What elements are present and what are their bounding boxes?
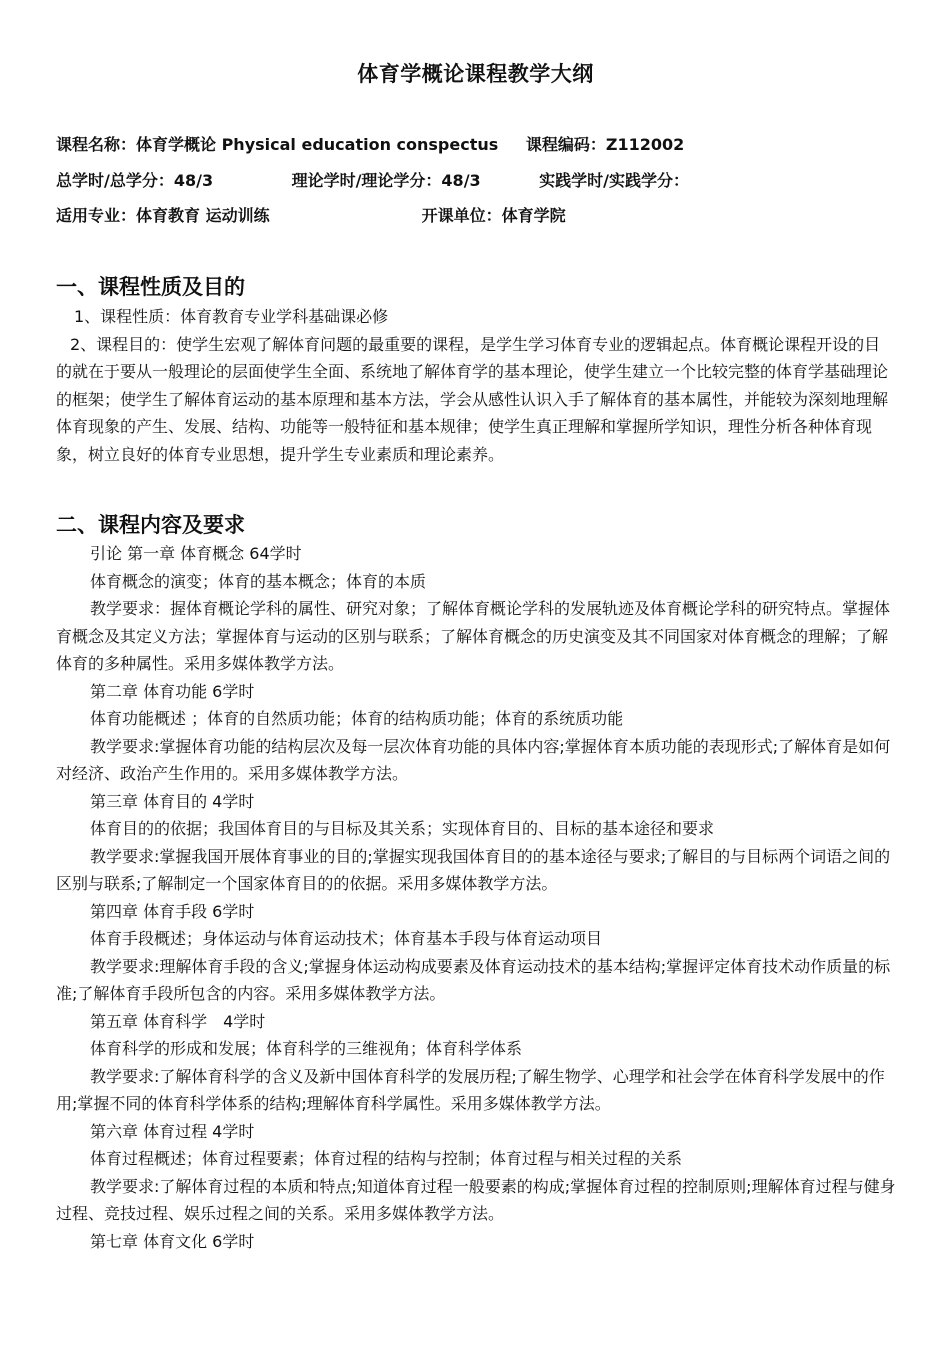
total-hours: 总学时/总学分：48/3 bbox=[56, 171, 214, 190]
chapter-6-requirements: 教学要求:了解体育过程的本质和特点;知道体育过程一般要素的构成;掌握体育过程的控制原则;理解体育过程与健身过程、竞技过程、娱乐过程之间的关系。采用多媒体教学方法。 bbox=[56, 1176, 896, 1223]
chapter-1-requirements: 教学要求：握体育概论学科的属性、研究对象；了解体育概论学科的发展轨迹及体育概论学科的研究特点。掌握体育概念及其定义方法；掌握体育与运动的区别与联系；了解体育概念的历史演变及其不同国家对体育概念的理解；了解体育的多种属性。采用多媒体教学方法。 bbox=[56, 599, 891, 673]
meta-row-3 bbox=[56, 203, 566, 226]
chapter-7-title: 第七章 体育文化 6学时 bbox=[90, 1231, 255, 1251]
section-1-body bbox=[56, 303, 896, 468]
chapter-4-requirements: 教学要求:理解体育手段的含义;掌握身体运动构成要素及体育运动技术的基本结构;掌握评定体育技术动作质量的标准;了解体育手段所包含的内容。采用多媒体教学方法。 bbox=[56, 956, 891, 1003]
applicable-major: 适用专业：体育教育 运动训练 bbox=[56, 206, 270, 225]
course-name: 课程名称：体育学概论 Physical education conspectus bbox=[56, 135, 499, 154]
meta-row-1 bbox=[56, 132, 684, 155]
chapter-3-topics: 体育目的的依据；我国体育目的与目标及其关系；实现体育目的、目标的基本途径和要求 bbox=[90, 819, 715, 838]
page-title: 体育学概论课程教学大纲 bbox=[357, 62, 594, 86]
practice-hours: 实践学时/实践学分： bbox=[539, 171, 690, 190]
chapter-5-requirements: 教学要求:了解体育科学的含义及新中国体育科学的发展历程;了解生物学、心理学和社会学在体育科学发展中的作用;掌握不同的体育科学体系的结构;理解体育科学属性。采用多媒体教学方法。 bbox=[56, 1066, 885, 1113]
chapter-4-topics: 体育手段概述；身体运动与体育运动技术；体育基本手段与体育运动项目 bbox=[90, 929, 603, 948]
section-2-body bbox=[56, 540, 896, 1255]
chapter-5-topics: 体育科学的形成和发展；体育科学的三维视角；体育科学体系 bbox=[90, 1039, 523, 1058]
chapter-3-requirements: 教学要求:掌握我国开展体育事业的目的;掌握实现我国体育目的的基本途径与要求;了解目的与目标两个词语之间的区别与联系;了解制定一个国家体育目的的依据。采用多媒体教学方法。 bbox=[56, 846, 891, 893]
chapter-5-title: 第五章 体育科学 4学时 bbox=[90, 1011, 266, 1031]
chapter-2-topics: 体育功能概述 ；体育的自然质功能；体育的结构质功能；体育的系统质功能 bbox=[90, 709, 624, 728]
chapter-6-topics: 体育过程概述；体育过程要素；体育过程的结构与控制；体育过程与相关过程的关系 bbox=[90, 1149, 683, 1168]
chapter-6-title: 第六章 体育过程 4学时 bbox=[90, 1121, 255, 1141]
chapter-1-title: 引论 第一章 体育概念 64学时 bbox=[90, 544, 302, 563]
chapter-1-topics: 体育概念的演变；体育的基本概念；体育的本质 bbox=[90, 571, 427, 591]
course-purpose: 2、课程目的：使学生宏观了解体育问题的最重要的课程，是学生学习体育专业的逻辑起点。体育概论课程开设的目的就在于要从一般理论的层面使学生全面、系统地了解体育学的基本理论，使学生建立一个比较完整的体育学基础理论的框架；使学生了解体育运动的基本原理和基本方法，学会从感性认识入手了解体育的基本属性，并能较为深刻地理解体育现象的产生、发展、结构、功能等一般特征和基本规律；使学生真正理解和掌握所学知识，理性分析各种体育现象，树立良好的体育专业思想，提升学生专业素质和理论素养。 bbox=[56, 334, 889, 464]
chapter-2-title: 第二章 体育功能 6学时 bbox=[90, 681, 255, 701]
theory-hours: 理论学时/理论学分：48/3 bbox=[291, 171, 481, 190]
meta-row-2 bbox=[56, 168, 689, 191]
course-nature: 1、课程性质：体育教育专业学科基础课必修 bbox=[74, 307, 389, 326]
section-heading-2: 二、课程内容及要求 bbox=[56, 513, 245, 537]
chapter-3-title: 第三章 体育目的 4学时 bbox=[90, 791, 255, 811]
course-code: 课程编码：Z112002 bbox=[525, 135, 685, 154]
offering-unit: 开课单位：体育学院 bbox=[421, 206, 566, 225]
chapter-2-requirements: 教学要求:掌握体育功能的结构层次及每一层次体育功能的具体内容;掌握体育本质功能的表现形式;了解体育是如何对经济、政治产生作用的。采用多媒体教学方法。 bbox=[56, 736, 891, 783]
section-heading-1: 一、课程性质及目的 bbox=[56, 275, 245, 299]
chapter-4-title: 第四章 体育手段 6学时 bbox=[90, 901, 255, 921]
